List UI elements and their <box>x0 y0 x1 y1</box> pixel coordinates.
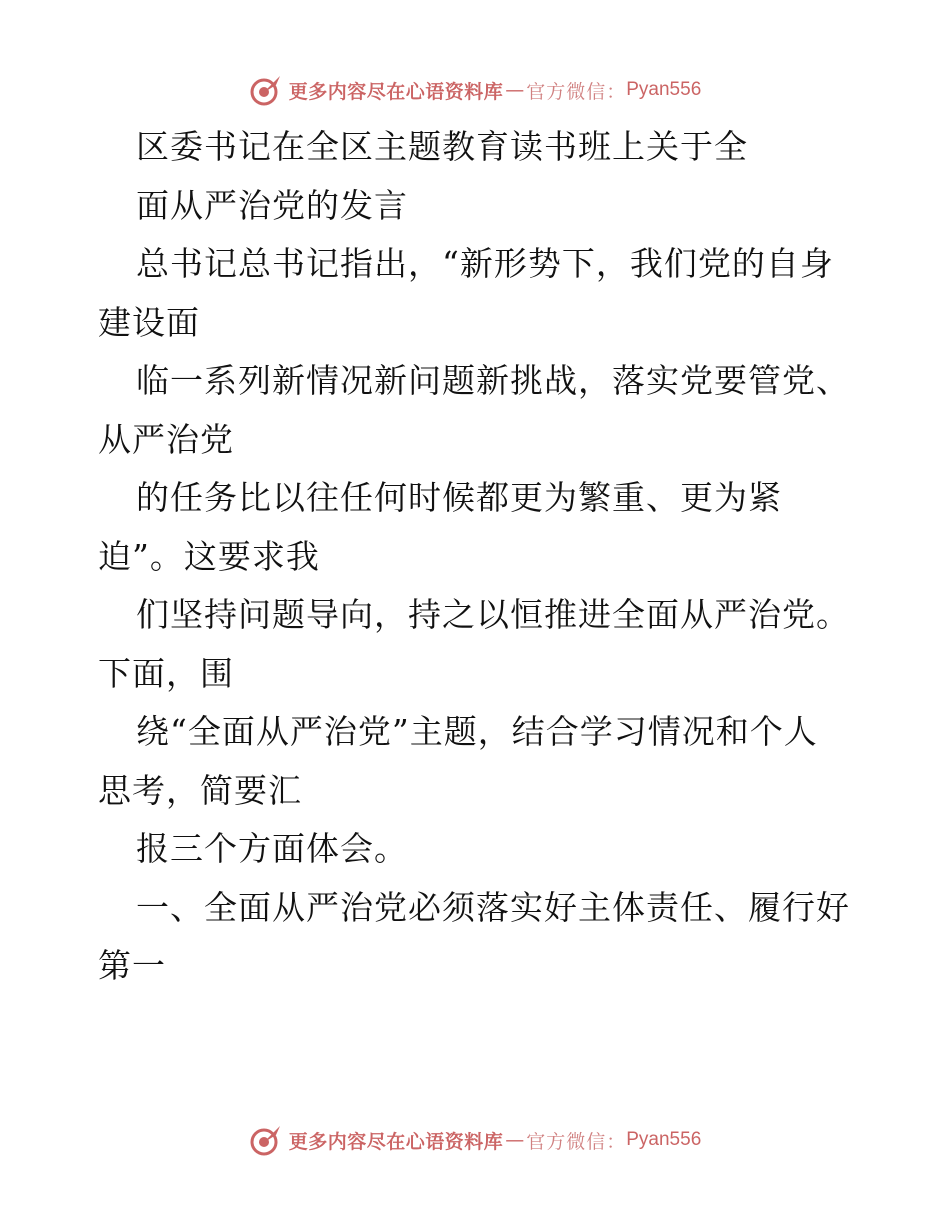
body-line: 们坚持问题导向，持之以恒推进全面从严治党。 <box>136 595 850 634</box>
watermark-sub-text: 官方微信： <box>526 1130 627 1153</box>
watermark-handle: Pyan556 <box>626 79 702 100</box>
quill-logo-icon <box>249 73 283 107</box>
body-line: 总书记总书记指出，“新形势下，我们党的自身 <box>136 244 834 283</box>
body-line: 下面，围 <box>98 653 234 693</box>
header-watermark <box>0 70 950 110</box>
body-line: 面从严治党的发言 <box>136 185 408 225</box>
watermark-main-text: 更多内容尽在心语资料库 <box>288 1130 504 1153</box>
body-line: 迫”。这要求我 <box>98 536 320 576</box>
body-line: 临一系列新情况新问题新挑战，落实党要管党、 <box>136 361 850 400</box>
body-line: 绕“全面从严治党”主题，结合学习情况和个人 <box>136 712 818 751</box>
watermark-sub-text: 官方微信： <box>526 80 627 103</box>
body-line: 报三个方面体会。 <box>136 829 408 868</box>
body-line: 思考，简要汇 <box>98 770 302 810</box>
quill-logo-icon <box>249 1123 283 1157</box>
body-line: 区委书记在全区主题教育读书班上关于全 <box>136 127 748 166</box>
watermark-dash: — <box>505 79 525 101</box>
body-line: 从严治党 <box>98 419 234 459</box>
document-body <box>98 118 858 996</box>
footer-watermark <box>0 1120 950 1160</box>
watermark-main-text: 更多内容尽在心语资料库 <box>288 80 504 103</box>
watermark-handle: Pyan556 <box>626 1129 702 1150</box>
body-line: 的任务比以往任何时候都更为繁重、更为紧 <box>136 478 782 517</box>
watermark-dash: — <box>505 1129 525 1151</box>
body-line: 一、全面从严治党必须落实好主体责任、履行好 <box>136 887 850 927</box>
body-line: 第一 <box>98 946 166 985</box>
body-line: 建设面 <box>98 302 200 342</box>
